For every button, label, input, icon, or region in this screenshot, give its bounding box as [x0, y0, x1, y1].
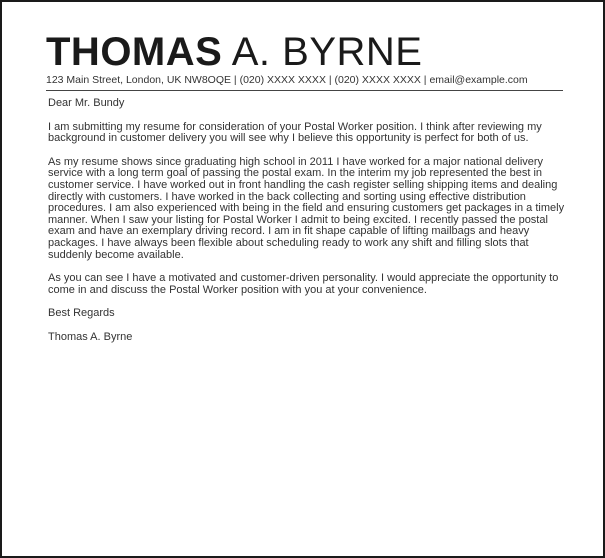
signature: Thomas A. Byrne	[48, 330, 133, 343]
paragraph-experience: As my resume shows since graduating high school in 2011 I have worked for a major national delivery service with a long term goal of passing the postal exam. In the interim my job represented the best in customer service. I have worked out in front handling the cash register selling shipping items and dealing directly with customers. I have worked in the back collecting and sorting using effective distribution procedures. I am also experienced with being in the field and ensuring customers get packages in a timely manner. When I saw your listing for Postal Worker I admit to being excited. I recently passed the postal exam and have an exemplary driving record. I am in fit shape capable of lifting mailbags and heavy packages. I have always been flexible about scheduling ready to work any shift and filling slots that suddenly become available.	[48, 155, 565, 261]
paragraph-closing: As you can see I have a motivated and customer-driven personality. I would appreciate the opportunity to come in and discuss the Postal Worker position with you at your convenience.	[48, 272, 559, 296]
letter-body	[48, 98, 568, 356]
sender-last-name: A. BYRNE	[231, 30, 423, 74]
contact-line: 123 Main Street, London, UK NW8OQE | (020) XXXX XXXX | (020) XXXX XXXX | email@example.com	[46, 74, 528, 86]
sender-name	[46, 32, 563, 72]
paragraph-intro: I am submitting my resume for consideration of your Postal Worker position. I think after reviewing my background in customer delivery you will see why I believe this opportunity is perfect for both of us.	[48, 120, 542, 145]
letter-header	[46, 32, 563, 87]
header-divider	[46, 90, 563, 91]
closing-phrase: Best Regards	[48, 307, 115, 320]
sender-first-name: THOMAS	[46, 30, 223, 74]
salutation: Dear Mr. Bundy	[48, 97, 125, 109]
